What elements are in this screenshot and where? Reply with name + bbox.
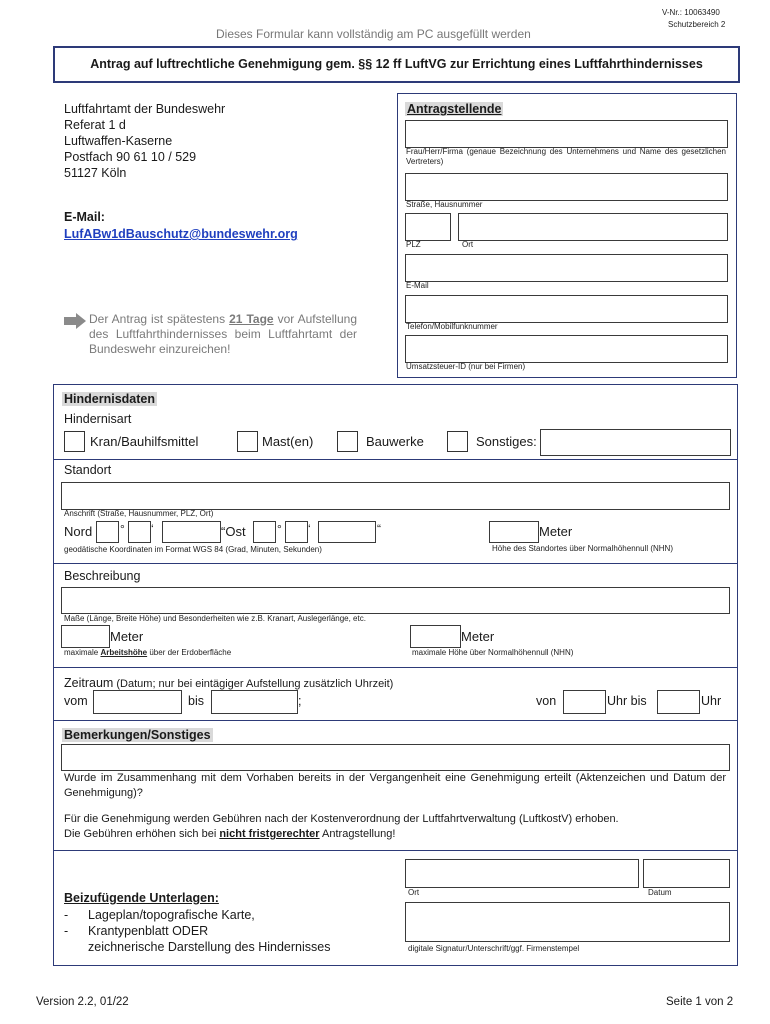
address-line: Referat 1 d xyxy=(64,118,126,132)
description-label: Beschreibung xyxy=(64,569,141,583)
minute-symbol: ‘ xyxy=(308,522,311,536)
signature-date-input[interactable] xyxy=(643,859,730,888)
applicant-email-label: E-Mail xyxy=(406,281,429,290)
protection-area: Schutzbereich 2 xyxy=(668,20,726,29)
from-label: vom xyxy=(64,694,88,708)
east-minutes-input[interactable] xyxy=(285,521,308,543)
signature-input[interactable] xyxy=(405,902,730,942)
semicolon: ; xyxy=(298,694,302,708)
deadline-notice: Der Antrag ist spätestens 21 Tage vor Aufstellung des Luftfahrthindernisses beim Luftfahrtamt der Bundeswehr einzureichen! xyxy=(89,312,357,356)
signature-label: digitale Signatur/Unterschrift/ggf. Firmenstempel xyxy=(408,944,580,953)
street-label: Straße, Hausnummer xyxy=(406,200,483,209)
attachments-list xyxy=(64,907,330,955)
obstacle-heading: Hindernisdaten xyxy=(64,392,155,406)
meter-label: Meter xyxy=(539,524,573,539)
remarks-heading: Bemerkungen/Sonstiges xyxy=(64,728,211,742)
name-label: Frau/Herr/Firma (genaue Bezeichnung des Unternehmens und Name des gesetzlichen Vertreters) xyxy=(406,147,726,166)
city-label: Ort xyxy=(462,240,474,249)
nhn-height-input[interactable] xyxy=(410,625,461,648)
checkbox-mast[interactable] xyxy=(237,431,258,452)
date-from-input[interactable] xyxy=(93,690,182,714)
divider xyxy=(54,563,737,564)
prior-approval-question: Wurde im Zusammenhang mit dem Vorhaben bereits in der Vergangenheit eine Genehmigung erteilt (Aktenzeichen und Datum der Genehmigung)? xyxy=(64,772,726,799)
location-label: Standort xyxy=(64,463,112,477)
north-label: Nord xyxy=(64,524,93,539)
list-item: zeichnerische Darstellung des Hindernisses xyxy=(88,940,331,954)
height-note: Höhe des Standortes über Normalhöhennull (NHN) xyxy=(492,544,673,553)
address-line: Luftwaffen-Kaserne xyxy=(64,134,173,148)
form-number: V-Nr.: 10063490 xyxy=(662,8,720,17)
plz-input[interactable] xyxy=(405,213,451,241)
degree-symbol: ° xyxy=(277,522,282,536)
name-input[interactable] xyxy=(405,120,728,148)
other-type-input[interactable] xyxy=(540,429,731,456)
place-label: Ort xyxy=(408,888,420,897)
email-label: E-Mail: xyxy=(64,210,105,224)
date-to-input[interactable] xyxy=(211,690,298,714)
checkbox-building[interactable] xyxy=(337,431,358,452)
time-from-input[interactable] xyxy=(563,690,606,714)
site-height-input[interactable] xyxy=(489,521,539,543)
description-note: Maße (Länge, Breite Höhe) und Besonderheiten wie z.B. Kranart, Auslegerlänge, etc. xyxy=(64,614,366,623)
work-height-input[interactable] xyxy=(61,625,110,648)
location-address-input[interactable] xyxy=(61,482,730,510)
location-address-label: Anschrift (Straße, Hausnummer, PLZ, Ort) xyxy=(64,509,214,518)
checkbox-other[interactable] xyxy=(447,431,468,452)
applicant-email-input[interactable] xyxy=(405,254,728,282)
signature-place-input[interactable] xyxy=(405,859,639,888)
applicant-heading: Antragstellende xyxy=(407,102,502,116)
page-number: Seite 1 von 2 xyxy=(666,996,734,1008)
coord-note: geodätische Koordinaten im Format WGS 84 (Grad, Minuten, Sekunden) xyxy=(64,545,322,554)
uhr-label: Uhr xyxy=(701,694,722,708)
time-to-input[interactable] xyxy=(657,690,700,714)
checkbox-crane[interactable] xyxy=(64,431,85,452)
meter-label: Meter xyxy=(110,629,144,644)
divider xyxy=(54,459,737,460)
checkbox-mast-label: Mast(en) xyxy=(262,434,314,449)
east-degrees-input[interactable] xyxy=(253,521,276,543)
east-label: “Ost xyxy=(221,524,246,539)
phone-label: Telefon/Mobilfunknummer xyxy=(406,322,498,331)
checkbox-building-label: Bauwerke xyxy=(366,434,424,449)
second-symbol: “ xyxy=(377,522,381,536)
title-box xyxy=(53,46,740,83)
list-item: - Krantypenblatt ODER xyxy=(64,924,209,938)
period-label: Zeitraum (Datum; nur bei eintägiger Aufstellung zusätzlich Uhrzeit) xyxy=(64,676,394,690)
tax-id-label: Umsatzsteuer-ID (nur bei Firmen) xyxy=(406,362,526,371)
address-line: Luftfahrtamt der Bundeswehr xyxy=(64,102,226,116)
divider xyxy=(54,667,737,668)
tax-id-input[interactable] xyxy=(405,335,728,363)
nhn-note: maximale Höhe über Normalhöhennull (NHN) xyxy=(412,648,574,657)
work-height-note: maximale Arbeitshöhe über der Erdoberfläche xyxy=(64,648,232,657)
address-line: Postfach 90 61 10 / 529 xyxy=(64,150,197,164)
list-item: - Lageplan/topografische Karte, xyxy=(64,908,255,922)
arrow-right-icon xyxy=(64,313,86,334)
remarks-input[interactable] xyxy=(61,744,730,771)
divider xyxy=(54,850,737,851)
description-input[interactable] xyxy=(61,587,730,614)
checkbox-crane-label: Kran/Bauhilfsmittel xyxy=(90,434,199,449)
plz-label: PLZ xyxy=(406,240,421,249)
divider xyxy=(54,720,737,721)
time-from-label: von xyxy=(536,694,557,708)
degree-symbol: ° xyxy=(120,522,125,536)
attachments-heading: Beizufügende Unterlagen: xyxy=(64,891,219,905)
version-label: Version 2.2, 01/22 xyxy=(36,996,129,1008)
north-seconds-input[interactable] xyxy=(162,521,221,543)
meter-label: Meter xyxy=(461,629,495,644)
checkbox-other-label: Sonstiges: xyxy=(476,434,537,449)
street-input[interactable] xyxy=(405,173,728,201)
email-link[interactable]: LufABw1dBauschutz@bundeswehr.org xyxy=(64,227,298,241)
north-minutes-input[interactable] xyxy=(128,521,151,543)
phone-input[interactable] xyxy=(405,295,728,323)
fees-note: Für die Genehmigung werden Gebühren nach der Kostenverordnung der Luftfahrtverwaltung (LuftkostV) erhoben. Die Gebühren erhöhen sich bei nicht fristgerechter Antragstellung! xyxy=(64,813,619,840)
to-label: bis xyxy=(188,694,204,708)
north-degrees-input[interactable] xyxy=(96,521,119,543)
recipient-address xyxy=(64,101,225,181)
time-to-label: Uhr bis xyxy=(607,694,647,708)
minute-symbol: ‘ xyxy=(151,522,154,536)
city-input[interactable] xyxy=(458,213,728,241)
page-title: Antrag auf luftrechtliche Genehmigung gem. §§ 12 ff LuftVG zur Errichtung eines Luftfahrthindernisses xyxy=(90,57,703,71)
obstacle-type-label: Hindernisart xyxy=(64,412,132,426)
date-label: Datum xyxy=(648,888,672,897)
address-line: 51127 Köln xyxy=(64,166,127,180)
east-seconds-input[interactable] xyxy=(318,521,376,543)
fill-note: Dieses Formular kann vollständig am PC ausgefüllt werden xyxy=(216,27,531,41)
